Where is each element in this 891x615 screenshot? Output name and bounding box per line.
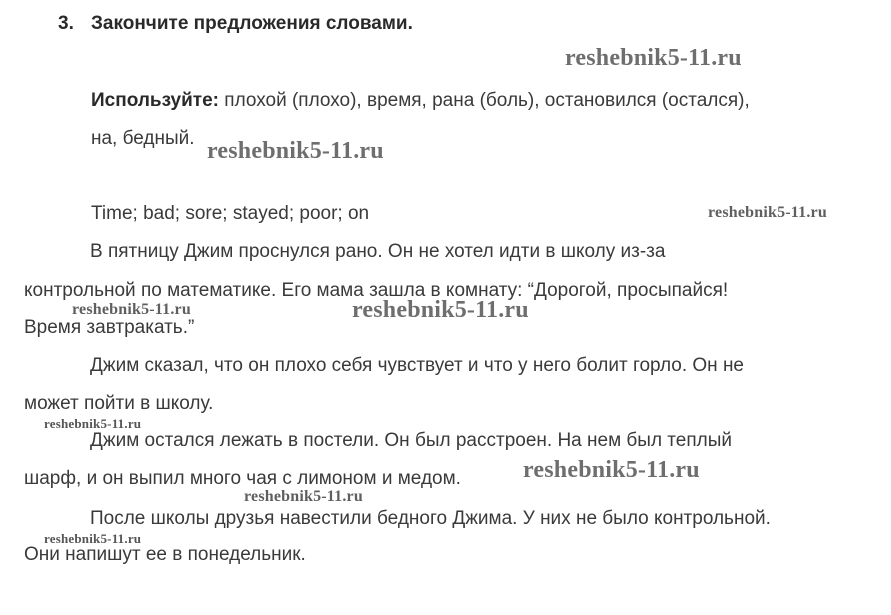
use-line-2: на, бедный. [91, 128, 195, 149]
use-line-1 [91, 90, 750, 112]
use-label: Используйте: [91, 90, 219, 111]
paragraph-4-line-1: После школы друзья навестили бедного Джима. У них не было контрольной. [90, 508, 771, 529]
paragraph-1-line-3: Время завтракать.” [24, 317, 195, 338]
watermark: reshebnik5-11.ru [523, 457, 700, 483]
watermark: reshebnik5-11.ru [565, 45, 742, 71]
watermark: reshebnik5-11.ru [44, 531, 142, 546]
paragraph-3-line-1: Джим остался лежать в постели. Он был расстроен. На нем был теплый [90, 430, 733, 451]
exercise-title: Закончите предложения словами. [91, 13, 413, 34]
answer-words: Time; bad; sore; stayed; poor; on [91, 203, 370, 224]
paragraph-1-line-2: контрольной по математике. Его мама зашла в комнату: “Дорогой, просыпайся! [24, 280, 729, 301]
watermark: reshebnik5-11.ru [352, 297, 529, 323]
watermark: reshebnik5-11.ru [207, 138, 384, 164]
watermark: reshebnik5-11.ru [72, 301, 191, 318]
watermark: reshebnik5-11.ru [44, 416, 142, 431]
paragraph-4-line-2: Они напишут ее в понедельник. [24, 544, 306, 565]
exercise-number: 3. [58, 13, 74, 34]
paragraph-1-line-1: В пятницу Джим проснулся рано. Он не хотел идти в школу из-за [90, 241, 666, 262]
paragraph-2-line-1: Джим сказал, что он плохо себя чувствует и что у него болит горло. Он не [90, 355, 744, 376]
paragraph-3-line-2: шарф, и он выпил много чая с лимоном и медом. [24, 468, 461, 489]
use-words-part1: плохой (плохо), время, рана (боль), остановился (остался), [219, 90, 750, 111]
paragraph-2-line-2: может пойти в школу. [24, 393, 214, 414]
watermark: reshebnik5-11.ru [244, 488, 363, 505]
watermark: reshebnik5-11.ru [708, 204, 827, 221]
